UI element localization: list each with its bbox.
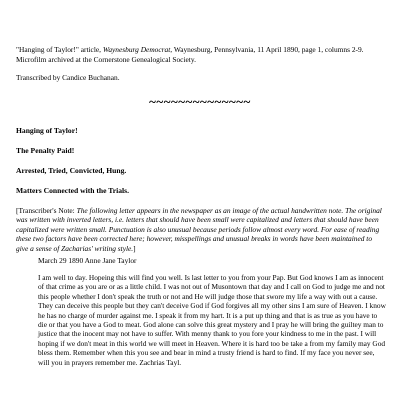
transcriber-note [16,206,382,253]
note-prefix: [Transcriber's Note: [16,206,77,215]
citation-paragraph [16,45,386,64]
note-text: The following letter appears in the newspaper as an image of the actual handwritten note. The original was written with inverted letters, i.e. letters that should have been small were capitalized and letters that should have been capitalized were written small. Punctuation is also unusual because periods follow almost every word. For ease of reading these two factors have been corrected here; however, misspellings and unusual breaks in words have been maintained to give a sense of Zacharias' writing style. [16,206,382,253]
tilde-divider: ~~~~~~~~~~~~~~ [149,94,251,109]
note-suffix: ] [133,243,136,253]
heading-hanging-of-taylor: Hanging of Taylor! [16,126,78,135]
letter-date: March 29 1890 Anne Jane Taylor [38,256,137,265]
heading-arrested-tried: Arrested, Tried, Convicted, Hung. [16,166,127,175]
citation-prefix: "Hanging of Taylor!" article, [16,45,103,54]
citation-rest: , Waynesburg, Pennsylvania, 11 April 1890, page 1, columns 2-9. Microfilm archived at the Cornerstone Genealogical Society. [16,45,364,64]
letter-body: I am well to day. Hopeing this will find you well. Is last letter to you from your Pap. But God knows I am as innocent of that crime as you are or as a little child. I was not out of Musontown that day and I call on God to judge me and not this people whether I don't speak the truth or not and He will judge those that swore my life a way with out a cause. They can deceive this people but they can't deceive God if God forgives all my other sins I am sure of Heaven. I know he has no charge of murder against me. I speak it from my hart. It is a put up thing and that is as true as you have to die or that you have a God to meat. God alone can solve this great mystery and I pray he will bring the guiltey man to justice that the inocent may not have to suffer. With menny thank to you fore your kindness to me in the past. I will hoping if we don't meat in this world we will meet in Heaven. Where it is hard too be take a from my family may God bless them. Remember when this you see and bear in mind a trusty friend is hard to find. If my face you never see, will you in prayers remember me. Zachrias Tayl. [38,273,386,367]
transcribed-by: Transcribed by Candice Buchanan. [16,73,120,82]
citation-newspaper: Waynesburg Democrat [102,45,171,54]
heading-penalty-paid: The Penalty Paid! [16,146,75,155]
heading-matters-connected: Matters Connected with the Trials. [16,186,129,195]
